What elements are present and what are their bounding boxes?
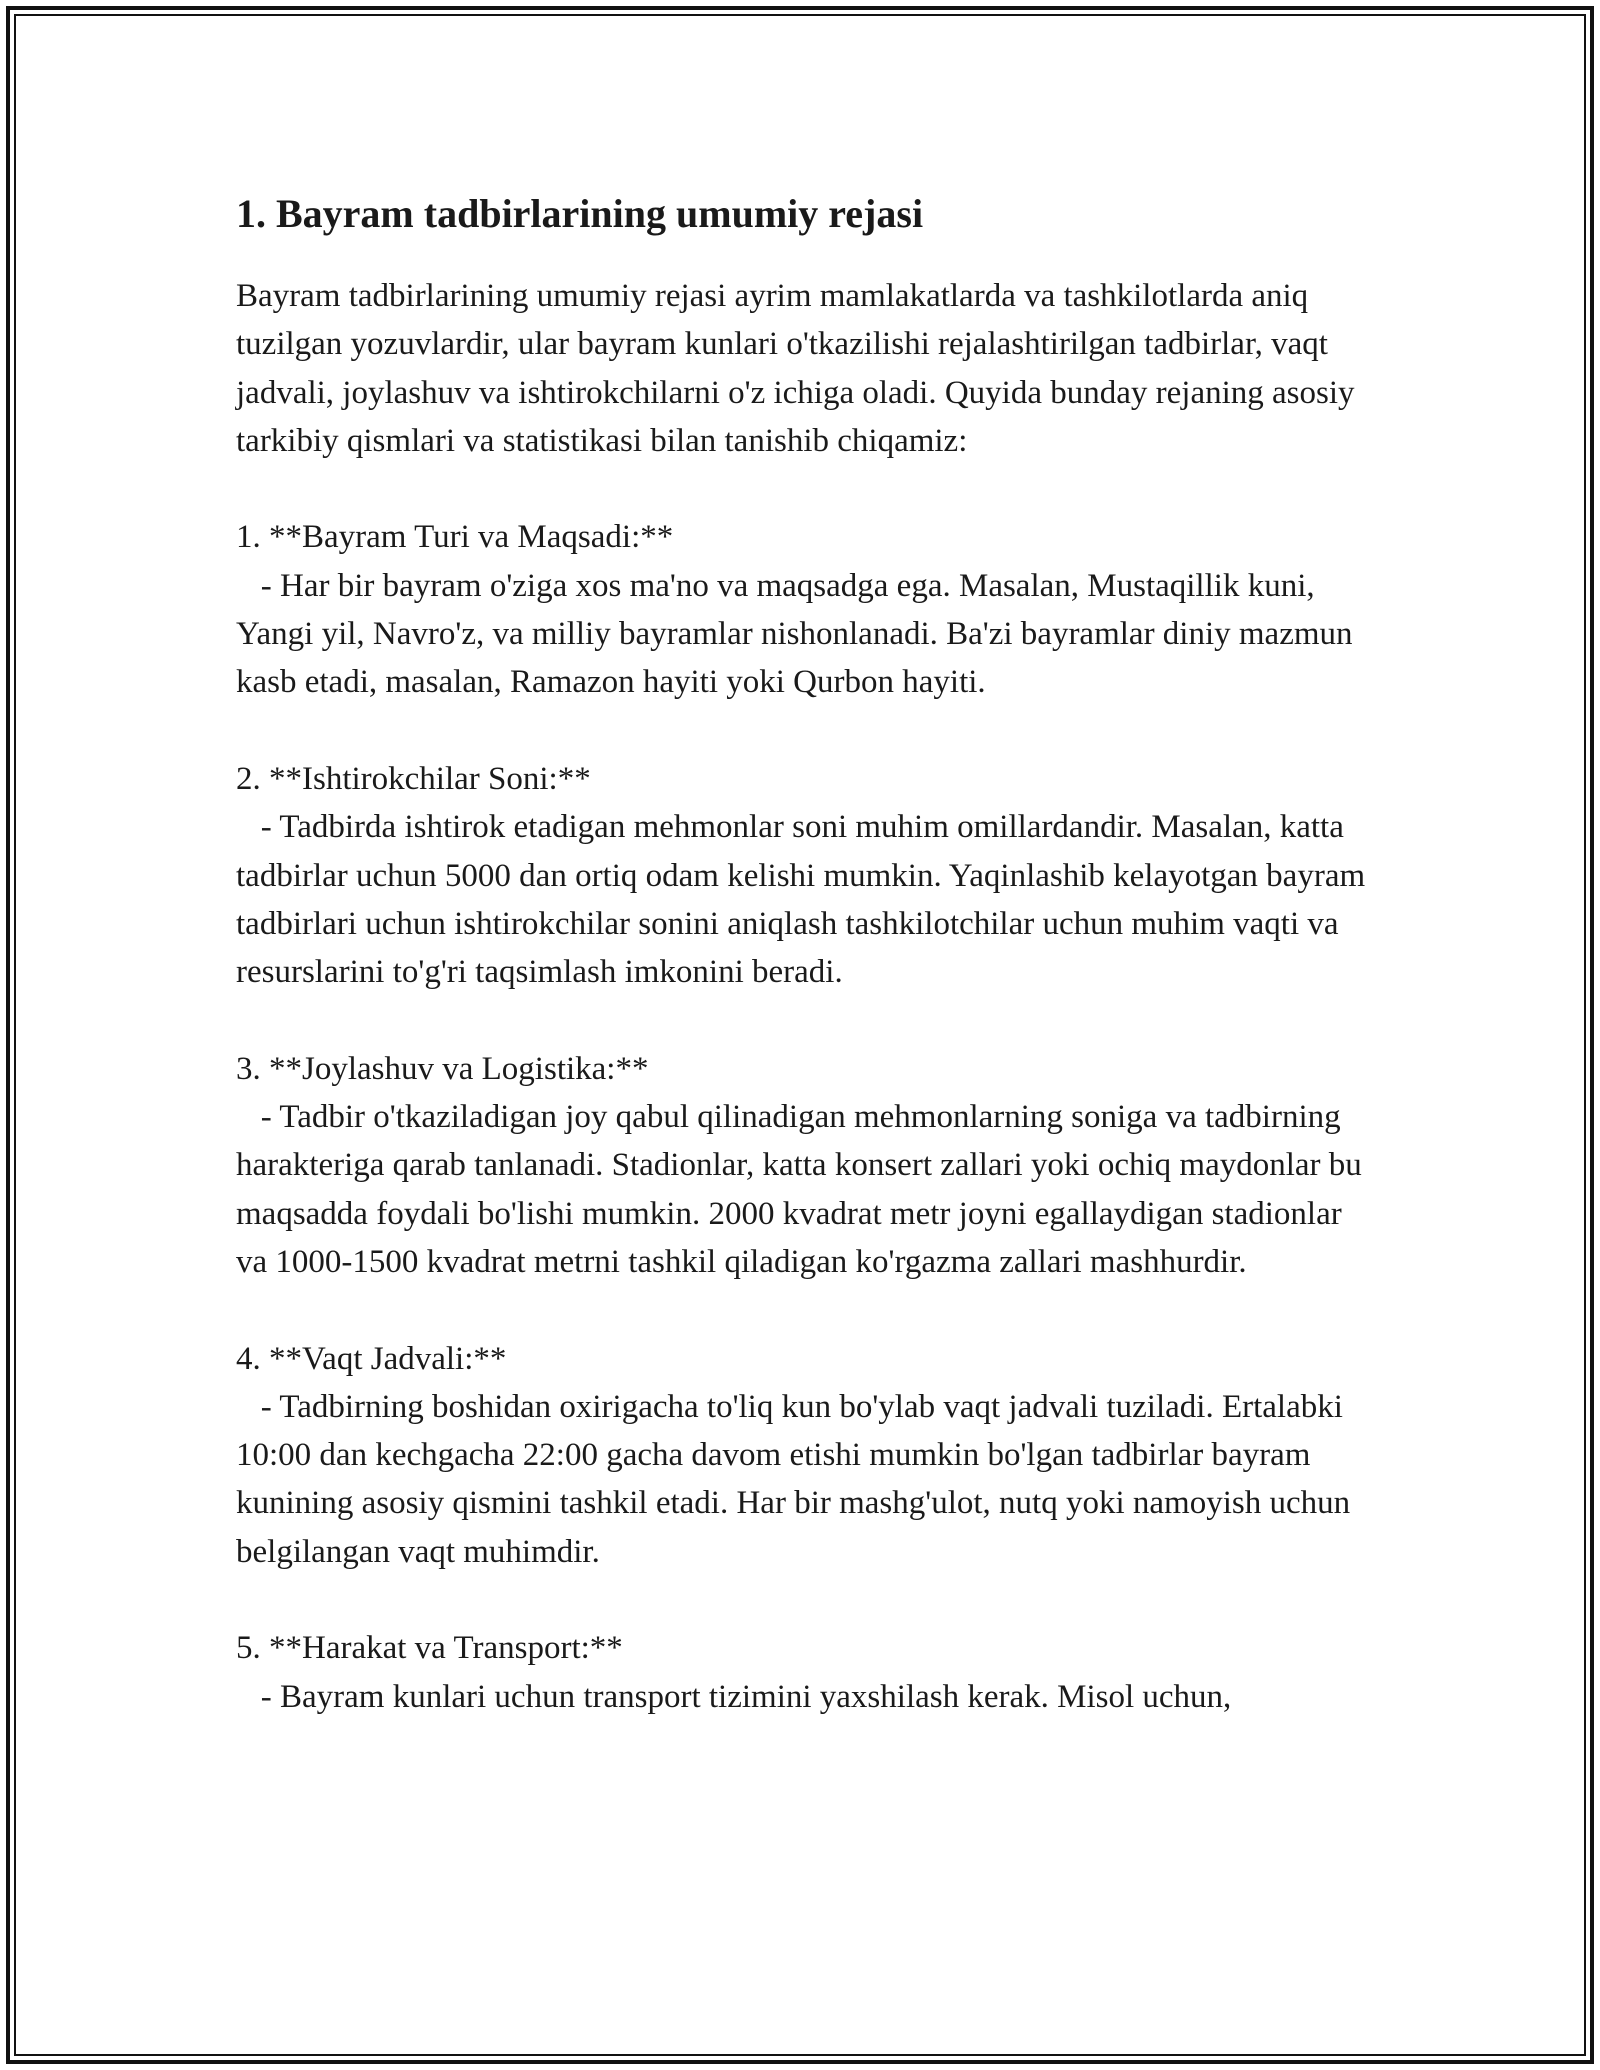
section-body: - Har bir bayram o'ziga xos ma'no va maqsadga ega. Masalan, Mustaqillik kuni, Yangi yil, Navro'z, va milliy bayramlar nishonlanadi. Ba'zi bayramlar diniy mazmun kasb etadi, masalan, Ramazon hayiti yoki Qurbon hayiti. [236,567,1361,701]
section-body: - Bayram kunlari uchun transport tizimini yaxshilash kerak. Misol uchun, [236,1678,1232,1715]
section-heading: 3. **Joylashuv va Logistika:** [236,1050,649,1087]
section-3 [236,1045,1376,1286]
document-page [236,186,1376,1721]
intro-paragraph: Bayram tadbirlarining umumiy rejasi ayrim mamlakatlarda va tashkilotlarda aniq tuzilgan yozuvlardir, ular bayram kunlari o'tkazilishi rejalashtirilgan tadbirlar, vaqt jadvali, joylashuv va ishtirokchilarni o'z ichiga oladi. Quyida bunday rejaning asosiy tarkibiy qismlari va statistikasi bilan tanishib chiqamiz: [236,278,1363,459]
section-heading: 5. **Harakat va Transport:** [236,1630,623,1667]
section-5 [236,1624,1376,1721]
section-heading: 4. **Vaqt Jadvali:** [236,1340,507,1377]
section-2 [236,755,1376,996]
section-body: - Tadbirning boshidan oxirigacha to'liq kun bo'ylab vaqt jadvali tuziladi. Ertalabki 10:00 dan kechgacha 22:00 gacha davom etishi mumkin bo'lgan tadbirlar bayram kunining asosiy qismini tashkil etadi. Har bir mashg'ulot, nutq yoki namoyish uchun belgilangan vaqt muhimdir. [236,1388,1359,1570]
section-heading: 1. **Bayram Turi va Maqsadi:** [236,519,674,556]
section-1 [236,513,1376,706]
section-body: - Tadbir o'tkaziladigan joy qabul qilinadigan mehmonlarning soniga va tadbirning harakteriga qarab tanlanadi. Stadionlar, katta konsert zallari yoki ochiq maydonlar bu maqsadda foydali bo'lishi mumkin. 2000 kvadrat metr joyni egallaydigan stadionlar va 1000-1500 kvadrat metrni tashkil qiladigan ko'rgazma zallari mashhurdir. [236,1099,1371,1280]
section-body: - Tadbirda ishtirok etadigan mehmonlar soni muhim omillardandir. Masalan, katta tadbirlar uchun 5000 dan ortiq odam kelishi mumkin. Yaqinlashib kelayotgan bayram tadbirlari uchun ishtirokchilar sonini aniqlash tashkilotchilar uchun muhim vaqti va resurslarini to'g'ri taqsimlash imkonini beradi. [236,809,1374,991]
document-title: 1. Bayram tadbirlarining umumiy rejasi [236,191,924,236]
section-4 [236,1335,1376,1576]
section-heading: 2. **Ishtirokchilar Soni:** [236,760,591,797]
